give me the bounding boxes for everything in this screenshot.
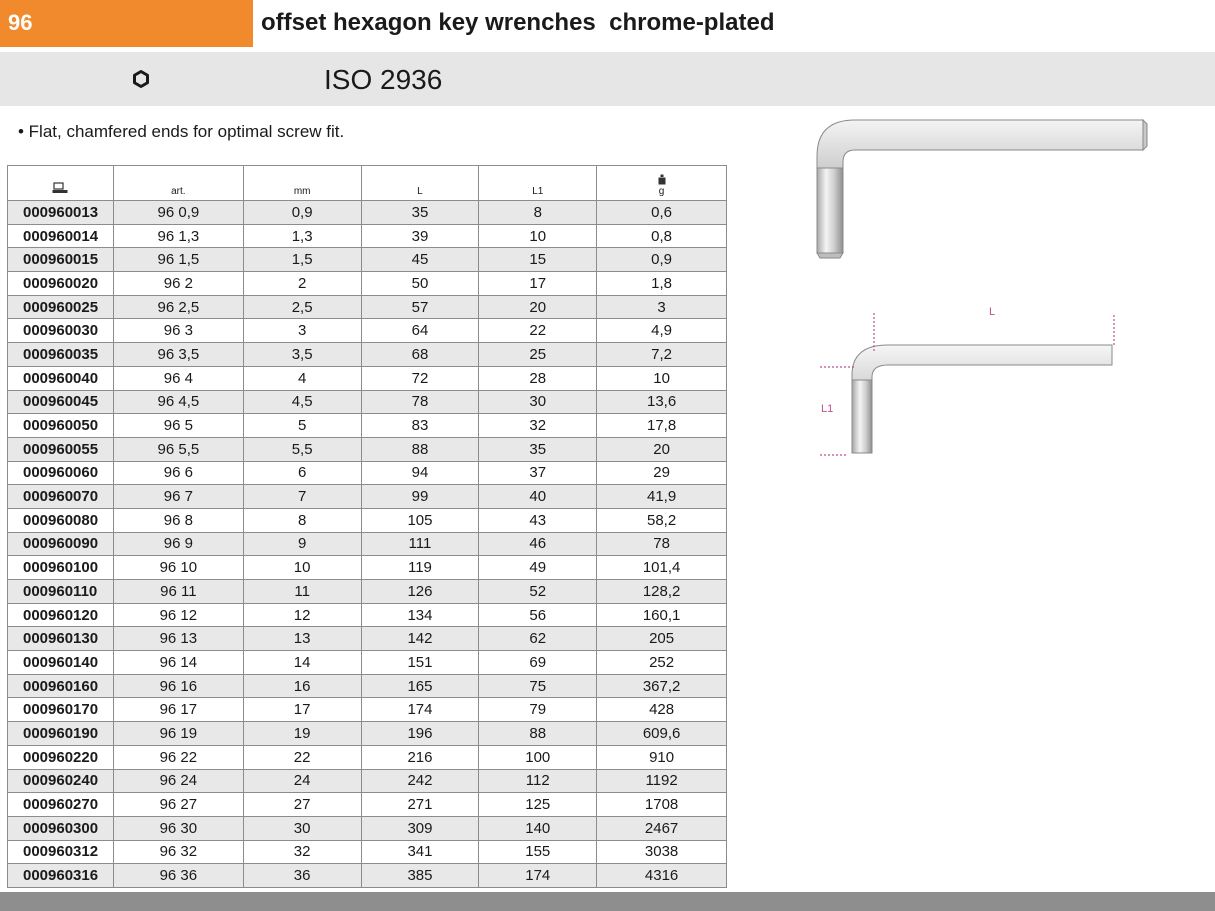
header-g: g <box>658 186 665 197</box>
table-row <box>8 319 727 343</box>
cell-art: 96 36 <box>113 864 243 888</box>
cell-L1: 88 <box>479 722 597 746</box>
cell-code: 000960045 <box>8 390 114 414</box>
spec-table <box>7 165 727 888</box>
cell-code: 000960140 <box>8 651 114 675</box>
cell-art: 96 5,5 <box>113 437 243 461</box>
cell-weight: 1192 <box>597 769 727 793</box>
cell-code: 000960110 <box>8 580 114 604</box>
cell-L: 385 <box>361 864 479 888</box>
dimension-L1-label: L1 <box>821 403 834 415</box>
cell-weight: 58,2 <box>597 508 727 532</box>
cell-art: 96 27 <box>113 793 243 817</box>
table-row <box>8 816 727 840</box>
table-row <box>8 343 727 367</box>
cell-weight: 101,4 <box>597 556 727 580</box>
cell-L: 242 <box>361 769 479 793</box>
cell-L: 271 <box>361 793 479 817</box>
table-row <box>8 793 727 817</box>
hexagon-outline-icon <box>131 69 151 89</box>
cell-art: 96 5 <box>113 414 243 438</box>
cell-mm: 27 <box>243 793 361 817</box>
cell-L1: 56 <box>479 603 597 627</box>
cell-art: 96 0,9 <box>113 201 243 225</box>
table-row <box>8 532 727 556</box>
cell-art: 96 17 <box>113 698 243 722</box>
table-row <box>8 556 727 580</box>
cell-weight: 910 <box>597 745 727 769</box>
cell-code: 000960130 <box>8 627 114 651</box>
cell-L: 151 <box>361 651 479 675</box>
cell-L: 119 <box>361 556 479 580</box>
cell-mm: 3 <box>243 319 361 343</box>
cell-L: 64 <box>361 319 479 343</box>
feature-note: • Flat, chamfered ends for optimal screw fit. <box>18 122 345 141</box>
cell-L1: 20 <box>479 295 597 319</box>
cell-art: 96 30 <box>113 816 243 840</box>
cell-code: 000960316 <box>8 864 114 888</box>
table-row <box>8 864 727 888</box>
table-row <box>8 248 727 272</box>
cell-art: 96 1,5 <box>113 248 243 272</box>
cell-weight: 10 <box>597 366 727 390</box>
cell-weight: 3038 <box>597 840 727 864</box>
table-row <box>8 272 727 296</box>
cell-L1: 155 <box>479 840 597 864</box>
cell-mm: 2,5 <box>243 295 361 319</box>
cell-L1: 49 <box>479 556 597 580</box>
cell-weight: 3 <box>597 295 727 319</box>
table-row <box>8 651 727 675</box>
cell-code: 000960035 <box>8 343 114 367</box>
cell-code: 000960020 <box>8 272 114 296</box>
cell-L1: 43 <box>479 508 597 532</box>
cell-mm: 14 <box>243 651 361 675</box>
cell-code: 000960070 <box>8 485 114 509</box>
cell-code: 000960240 <box>8 769 114 793</box>
cell-mm: 4,5 <box>243 390 361 414</box>
cell-L1: 112 <box>479 769 597 793</box>
cell-weight: 4316 <box>597 864 727 888</box>
cell-art: 96 13 <box>113 627 243 651</box>
table-row <box>8 508 727 532</box>
table-row <box>8 769 727 793</box>
cell-code: 000960055 <box>8 437 114 461</box>
cell-code: 000960040 <box>8 366 114 390</box>
cell-L1: 100 <box>479 745 597 769</box>
cell-weight: 128,2 <box>597 580 727 604</box>
table-row <box>8 580 727 604</box>
code-icon <box>52 182 68 194</box>
cell-L1: 15 <box>479 248 597 272</box>
cell-art: 96 2 <box>113 272 243 296</box>
cell-weight: 29 <box>597 461 727 485</box>
cell-mm: 7 <box>243 485 361 509</box>
cell-code: 000960060 <box>8 461 114 485</box>
table-row <box>8 485 727 509</box>
cell-code: 000960013 <box>8 201 114 225</box>
footer-bar <box>0 892 1215 911</box>
cell-weight: 1708 <box>597 793 727 817</box>
cell-L: 94 <box>361 461 479 485</box>
cell-art: 96 4 <box>113 366 243 390</box>
cell-L1: 28 <box>479 366 597 390</box>
cell-L1: 79 <box>479 698 597 722</box>
cell-mm: 0,9 <box>243 201 361 225</box>
cell-L1: 30 <box>479 390 597 414</box>
cell-art: 96 4,5 <box>113 390 243 414</box>
cell-mm: 4 <box>243 366 361 390</box>
cell-mm: 10 <box>243 556 361 580</box>
table-row <box>8 674 727 698</box>
cell-mm: 17 <box>243 698 361 722</box>
cell-art: 96 3 <box>113 319 243 343</box>
cell-mm: 3,5 <box>243 343 361 367</box>
cell-mm: 36 <box>243 864 361 888</box>
cell-L: 68 <box>361 343 479 367</box>
cell-L1: 8 <box>479 201 597 225</box>
cell-code: 000960015 <box>8 248 114 272</box>
cell-L1: 69 <box>479 651 597 675</box>
header-code <box>8 166 114 201</box>
cell-L1: 32 <box>479 414 597 438</box>
cell-mm: 11 <box>243 580 361 604</box>
cell-L: 57 <box>361 295 479 319</box>
cell-code: 000960090 <box>8 532 114 556</box>
cell-art: 96 3,5 <box>113 343 243 367</box>
table-row <box>8 414 727 438</box>
cell-weight: 160,1 <box>597 603 727 627</box>
cell-mm: 9 <box>243 532 361 556</box>
cell-L: 196 <box>361 722 479 746</box>
cell-L: 105 <box>361 508 479 532</box>
cell-L: 341 <box>361 840 479 864</box>
cell-L: 99 <box>361 485 479 509</box>
cell-L: 134 <box>361 603 479 627</box>
cell-L: 111 <box>361 532 479 556</box>
cell-L1: 125 <box>479 793 597 817</box>
cell-art: 96 7 <box>113 485 243 509</box>
cell-code: 000960120 <box>8 603 114 627</box>
weight-icon <box>657 174 667 185</box>
cell-code: 000960080 <box>8 508 114 532</box>
cell-mm: 1,5 <box>243 248 361 272</box>
cell-art: 96 32 <box>113 840 243 864</box>
cell-L: 83 <box>361 414 479 438</box>
cell-art: 96 2,5 <box>113 295 243 319</box>
header-L: L <box>361 166 479 201</box>
cell-L1: 46 <box>479 532 597 556</box>
cell-mm: 24 <box>243 769 361 793</box>
cell-weight: 4,9 <box>597 319 727 343</box>
cell-mm: 13 <box>243 627 361 651</box>
cell-L: 309 <box>361 816 479 840</box>
header-mm: mm <box>243 166 361 201</box>
cell-L: 88 <box>361 437 479 461</box>
cell-L: 45 <box>361 248 479 272</box>
cell-L1: 40 <box>479 485 597 509</box>
header-L1: L1 <box>479 166 597 201</box>
cell-art: 96 11 <box>113 580 243 604</box>
cell-mm: 8 <box>243 508 361 532</box>
table-row <box>8 366 727 390</box>
table-row <box>8 722 727 746</box>
cell-weight: 7,2 <box>597 343 727 367</box>
cell-L: 142 <box>361 627 479 651</box>
dimension-drawing <box>816 305 1126 470</box>
cell-weight: 2467 <box>597 816 727 840</box>
table-row <box>8 390 727 414</box>
cell-L: 39 <box>361 224 479 248</box>
cell-mm: 12 <box>243 603 361 627</box>
cell-code: 000960220 <box>8 745 114 769</box>
cell-code: 000960160 <box>8 674 114 698</box>
cell-code: 000960025 <box>8 295 114 319</box>
cell-art: 96 16 <box>113 674 243 698</box>
cell-mm: 30 <box>243 816 361 840</box>
cell-L1: 17 <box>479 272 597 296</box>
cell-L: 126 <box>361 580 479 604</box>
cell-weight: 0,9 <box>597 248 727 272</box>
page-title: offset hexagon key wrenches chrome-plated <box>261 9 775 36</box>
cell-L: 35 <box>361 201 479 225</box>
cell-weight: 609,6 <box>597 722 727 746</box>
cell-L1: 75 <box>479 674 597 698</box>
cell-art: 96 9 <box>113 532 243 556</box>
cell-code: 000960190 <box>8 722 114 746</box>
table-row <box>8 698 727 722</box>
table-row <box>8 840 727 864</box>
header-bar <box>0 0 1215 47</box>
cell-L1: 10 <box>479 224 597 248</box>
cell-art: 96 24 <box>113 769 243 793</box>
cell-mm: 32 <box>243 840 361 864</box>
cell-weight: 41,9 <box>597 485 727 509</box>
cell-mm: 1,3 <box>243 224 361 248</box>
table-row <box>8 295 727 319</box>
cell-mm: 6 <box>243 461 361 485</box>
header-weight <box>597 166 727 201</box>
header-art: art. <box>113 166 243 201</box>
cell-L: 50 <box>361 272 479 296</box>
table-header-row <box>8 166 727 201</box>
cell-L: 165 <box>361 674 479 698</box>
cell-L: 216 <box>361 745 479 769</box>
cell-code: 000960312 <box>8 840 114 864</box>
cell-mm: 2 <box>243 272 361 296</box>
cell-L1: 140 <box>479 816 597 840</box>
cell-weight: 205 <box>597 627 727 651</box>
table-row <box>8 627 727 651</box>
table-row <box>8 745 727 769</box>
cell-code: 000960100 <box>8 556 114 580</box>
cell-weight: 367,2 <box>597 674 727 698</box>
table-row <box>8 603 727 627</box>
cell-mm: 16 <box>243 674 361 698</box>
cell-weight: 78 <box>597 532 727 556</box>
cell-weight: 428 <box>597 698 727 722</box>
cell-weight: 20 <box>597 437 727 461</box>
cell-L1: 25 <box>479 343 597 367</box>
cell-L1: 22 <box>479 319 597 343</box>
cell-art: 96 1,3 <box>113 224 243 248</box>
cell-L1: 174 <box>479 864 597 888</box>
cell-code: 000960170 <box>8 698 114 722</box>
cell-mm: 5 <box>243 414 361 438</box>
cell-L: 78 <box>361 390 479 414</box>
cell-weight: 1,8 <box>597 272 727 296</box>
cell-weight: 13,6 <box>597 390 727 414</box>
cell-mm: 22 <box>243 745 361 769</box>
cell-mm: 5,5 <box>243 437 361 461</box>
cell-L1: 35 <box>479 437 597 461</box>
cell-weight: 252 <box>597 651 727 675</box>
cell-weight: 0,6 <box>597 201 727 225</box>
table-row <box>8 201 727 225</box>
cell-code: 000960300 <box>8 816 114 840</box>
cell-L1: 37 <box>479 461 597 485</box>
cell-code: 000960030 <box>8 319 114 343</box>
table-row <box>8 224 727 248</box>
cell-art: 96 12 <box>113 603 243 627</box>
cell-art: 96 19 <box>113 722 243 746</box>
cell-art: 96 22 <box>113 745 243 769</box>
cell-L: 174 <box>361 698 479 722</box>
cell-weight: 17,8 <box>597 414 727 438</box>
cell-art: 96 14 <box>113 651 243 675</box>
cell-weight: 0,8 <box>597 224 727 248</box>
wrench-photo <box>803 108 1153 278</box>
cell-L: 72 <box>361 366 479 390</box>
cell-art: 96 10 <box>113 556 243 580</box>
cell-L1: 62 <box>479 627 597 651</box>
table-row <box>8 461 727 485</box>
cell-code: 000960270 <box>8 793 114 817</box>
standard-label: ISO 2936 <box>324 64 443 95</box>
cell-art: 96 6 <box>113 461 243 485</box>
table-row <box>8 437 727 461</box>
section-code: 96 <box>0 0 253 47</box>
cell-mm: 19 <box>243 722 361 746</box>
standard-band <box>0 52 1215 106</box>
cell-L1: 52 <box>479 580 597 604</box>
cell-code: 000960014 <box>8 224 114 248</box>
cell-art: 96 8 <box>113 508 243 532</box>
cell-code: 000960050 <box>8 414 114 438</box>
dimension-L-label: L <box>989 306 996 318</box>
